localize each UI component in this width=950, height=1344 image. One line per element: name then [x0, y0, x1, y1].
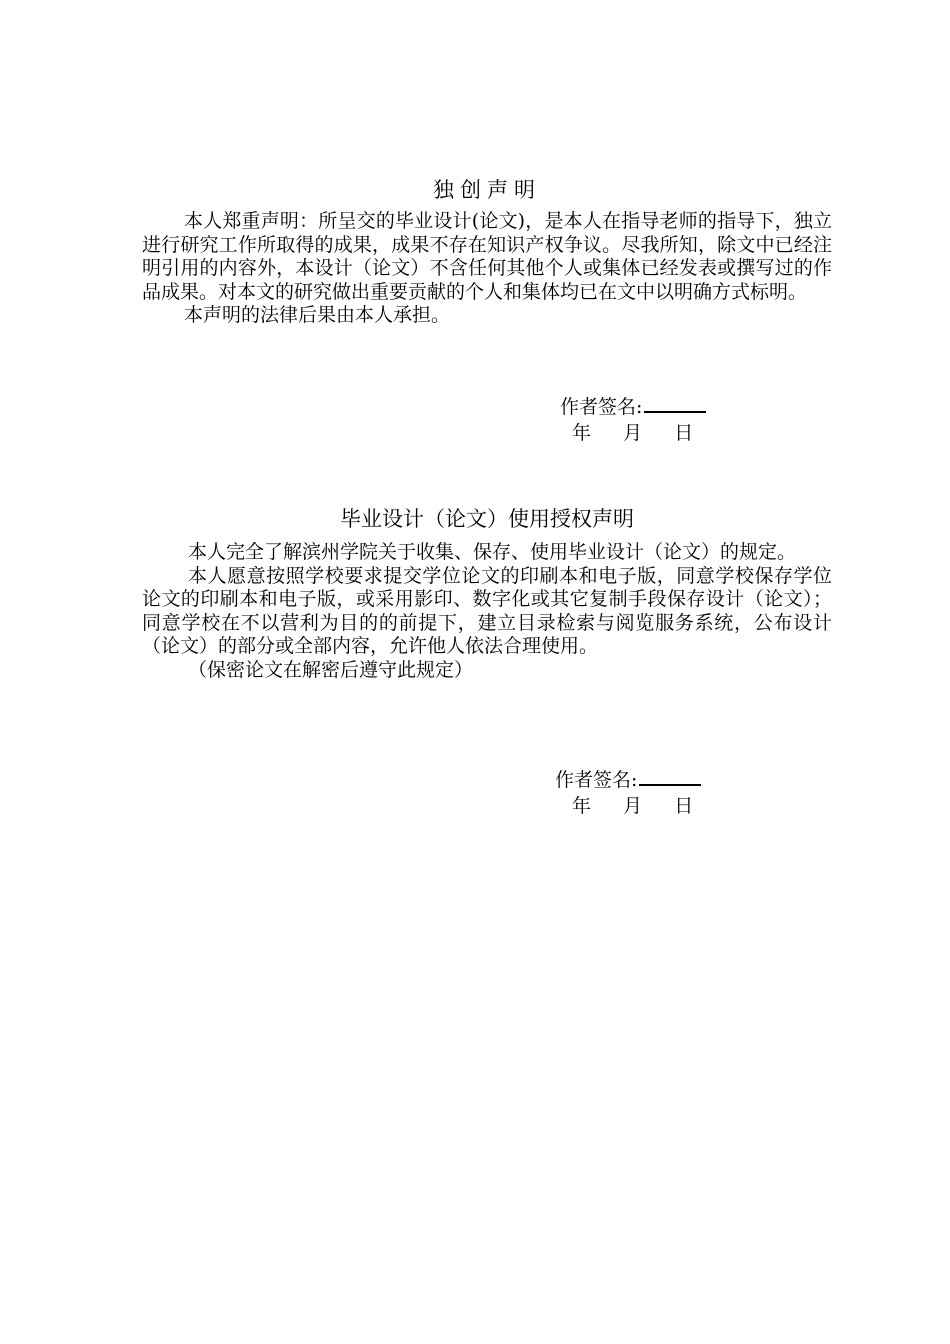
originality-declaration-title: 独创声明 — [433, 178, 541, 202]
originality-signature-block — [560, 393, 706, 446]
date-day-label: 日 — [674, 422, 694, 444]
authorization-declaration-title: 毕业设计（论文）使用授权声明 — [340, 507, 634, 531]
author-signature-label: 作者签名: — [555, 769, 638, 791]
date-year-label: 年 — [572, 422, 592, 444]
authorization-paragraph: 本人愿意按照学校要求提交学位论文的印刷本和电子版，同意学校保存学位论文的印刷本和电子版，或采用影印、数字化或其它复制手段保存设计（论文）；同意学校在不以营利为目的的前提下，建立目录检索与阅览服务系统，公布设计（论文）的部分或全部内容，允许他人依法合理使用。 — [142, 564, 832, 658]
signature-blank-line — [644, 393, 706, 413]
date-month-label: 月 — [623, 795, 643, 817]
author-signature-label: 作者签名: — [560, 396, 643, 418]
authorization-declaration-section — [142, 505, 832, 683]
authorization-paragraph: 本人完全了解滨州学院关于收集、保存、使用毕业设计（论文）的规定。 — [188, 541, 797, 563]
date-year-label: 年 — [572, 795, 592, 817]
authorization-signature-block — [555, 766, 701, 819]
originality-declaration-paragraph: 本声明的法律后果由本人承担。 — [184, 304, 451, 327]
confidential-note: （保密论文在解密后遵守此规定） — [188, 658, 474, 681]
originality-declaration-section — [142, 176, 832, 328]
originality-declaration-paragraph: 本人郑重声明：所呈交的毕业设计(论文)，是本人在指导老师的指导下，独立进行研究工作所取得的成果，成果不存在知识产权争议。尽我所知，除文中已经注明引用的内容外，本设计（论文）不含任何其他个人或集体已经发表或撰写过的作品成果。对本文的研究做出重要贡献的个人和集体均已在文中以明确方式标明。 — [142, 210, 832, 303]
date-month-label: 月 — [623, 422, 643, 444]
signature-blank-line — [639, 766, 701, 786]
date-day-label: 日 — [674, 795, 694, 817]
